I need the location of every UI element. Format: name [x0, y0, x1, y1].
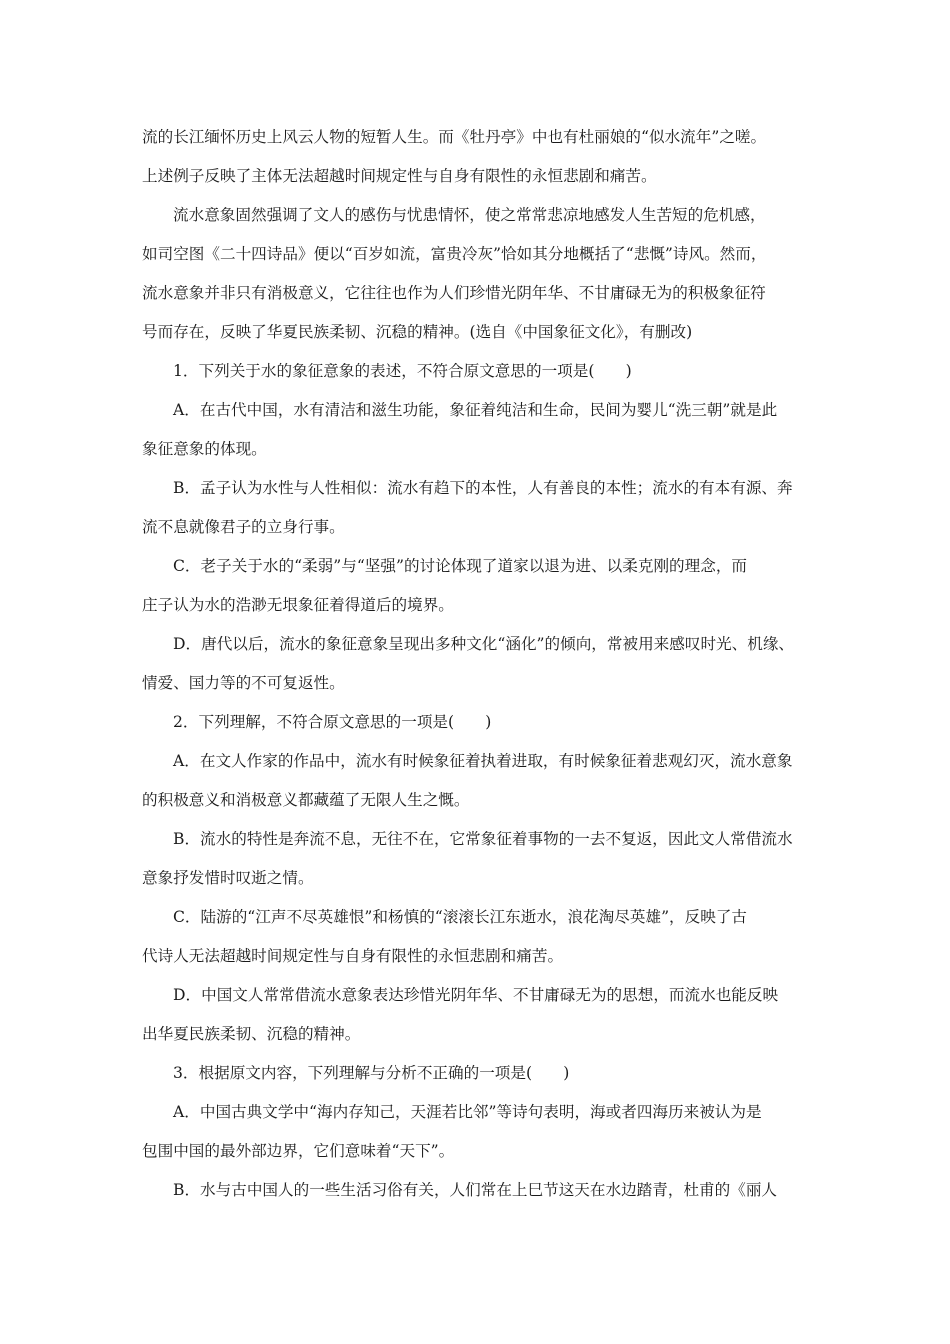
- text-line: 庄子认为水的浩渺无垠象征着得道后的境界。: [142, 596, 454, 614]
- document-body: [142, 124, 818, 1216]
- text-line: A．在古代中国，水有清洁和滋生功能，象征着纯洁和生命，民间为婴儿“洗三朝”就是此: [173, 401, 778, 419]
- text-line: A．中国古典文学中“海内存知己，天涯若比邻”等诗句表明，海或者四海历来被认为是: [173, 1103, 762, 1121]
- text-line: 3．根据原文内容，下列理解与分析不正确的一项是( ): [173, 1064, 570, 1082]
- text-line: D．中国文人常常借流水意象表达珍惜光阴年华、不甘庸碌无为的思想，而流水也能反映: [173, 986, 779, 1004]
- text-line: 上述例子反映了主体无法超越时间规定性与自身有限性的永恒悲剧和痛苦。: [142, 167, 657, 185]
- text-line: C．老子关于水的“柔弱”与“坚强”的讨论体现了道家以退为进、以柔克刚的理念，而: [173, 557, 748, 575]
- text-line: A．在文人作家的作品中，流水有时候象征着执着进取，有时候象征着悲观幻灭，流水意象: [173, 752, 793, 770]
- text-line: 流不息就像君子的立身行事。: [142, 518, 345, 536]
- text-line: 流水意象固然强调了文人的感伤与忧患情怀，使之常常悲凉地感发人生苦短的危机感，: [173, 206, 766, 224]
- text-line: 流水意象并非只有消极意义，它往往也作为人们珍惜光阴年华、不甘庸碌无为的积极象征符: [142, 284, 766, 302]
- text-line: 2．下列理解，不符合原文意思的一项是( ): [173, 713, 492, 731]
- text-line: 如司空图《二十四诗品》便以“百岁如流，富贵冷灰”恰如其分地概括了“悲慨”诗风。然而，: [142, 245, 767, 263]
- text-line: 意象抒发惜时叹逝之情。: [142, 869, 314, 887]
- text-line: 号而存在，反映了华夏民族柔韧、沉稳的精神。(选自《中国象征文化》，有删改): [142, 323, 693, 341]
- text-line: 流的长江缅怀历史上风云人物的短暂人生。而《牡丹亭》中也有杜丽娘的“似水流年”之嗟。: [142, 128, 767, 146]
- text-line: 包围中国的最外部边界，它们意味着“天下”。: [142, 1142, 455, 1160]
- text-line: C．陆游的“江声不尽英雄恨”和杨慎的“滚滚长江东逝水，浪花淘尽英雄”，反映了古: [173, 908, 748, 926]
- text-line: D．唐代以后，流水的象征意象呈现出多种文化“涵化”的倾向，常被用来感叹时光、机缘、: [173, 635, 795, 653]
- text-line: 1．下列关于水的象征意象的表述，不符合原文意思的一项是( ): [173, 362, 632, 380]
- text-line: 的积极意义和消极意义都藏蕴了无限人生之慨。: [142, 791, 470, 809]
- text-line: 出华夏民族柔韧、沉稳的精神。: [142, 1025, 361, 1043]
- text-line: B．水与古中国人的一些生活习俗有关，人们常在上巳节这天在水边踏青，杜甫的《丽人: [173, 1181, 778, 1199]
- text-line: 象征意象的体现。: [142, 440, 267, 458]
- text-line: B．孟子认为水性与人性相似：流水有趋下的本性，人有善良的本性；流水的有本有源、奔: [173, 479, 793, 497]
- text-line: 代诗人无法超越时间规定性与自身有限性的永恒悲剧和痛苦。: [142, 947, 564, 965]
- text-line: B．流水的特性是奔流不息，无往不在，它常象征着事物的一去不复返，因此文人常借流水: [173, 830, 793, 848]
- text-line: 情爱、国力等的不可复返性。: [142, 674, 345, 692]
